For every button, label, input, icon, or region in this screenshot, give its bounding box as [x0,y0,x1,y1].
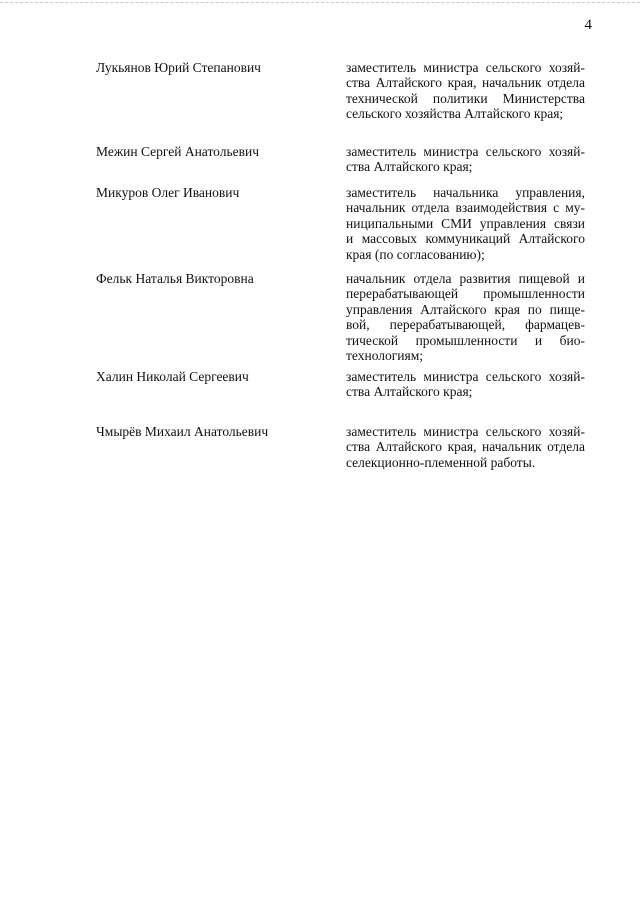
position-line: управления Алтайского края по пище- [346,301,585,317]
position-line: заместитель начальника управления, [346,185,585,200]
member-position [346,60,585,122]
member-name: Чмырёв Михаил Анатольевич [96,424,269,439]
position-line: технической политики Министерства [346,90,585,106]
position-line: ства Алтайского края; [346,384,473,400]
position-line: заместитель министра сельского хозяй- [346,424,585,439]
position-line: заместитель министра сельского хозяй- [346,60,585,75]
member-position [346,424,585,470]
position-line: вой, перерабатывающей, фармацев- [346,317,585,333]
member-name: Межин Сергей Анатольевич [96,144,260,159]
member-name: Фельк Наталья Викторовна [96,271,254,286]
member-name: Халин Николай Сергеевич [96,369,249,384]
page-number: 4 [584,17,592,33]
position-line: заместитель министра сельского хозяй- [346,369,585,384]
position-line: технологиям; [346,348,424,364]
position-line: заместитель министра сельского хозяй- [346,144,585,159]
page-top-edge [0,2,640,3]
member-name: Лукьянов Юрий Степанович [96,60,261,75]
position-line: перерабатывающей промышленности [346,286,585,302]
position-line: ства Алтайского края, начальник отдела [346,439,585,455]
member-position [346,185,585,262]
member-name: Микуров Олег Иванович [96,185,240,200]
position-line: края (по согласованию); [346,246,485,262]
position-line: тической промышленности и био- [346,332,585,348]
position-line: ниципальными СМИ управления связи [346,215,585,231]
position-line: сельского хозяйства Алтайского края; [346,106,564,122]
position-line: селекционно-племенной работы. [346,454,536,470]
member-position [346,144,585,175]
member-position [346,369,585,400]
member-position [346,271,585,363]
position-line: ства Алтайского края; [346,159,473,175]
position-line: начальник отдела развития пищевой и [346,271,585,286]
position-line: начальник отдела взаимодействия с му- [346,200,585,216]
position-line: ства Алтайского края, начальник отдела [346,75,585,91]
position-line: и массовых коммуникаций Алтайского [346,231,585,247]
